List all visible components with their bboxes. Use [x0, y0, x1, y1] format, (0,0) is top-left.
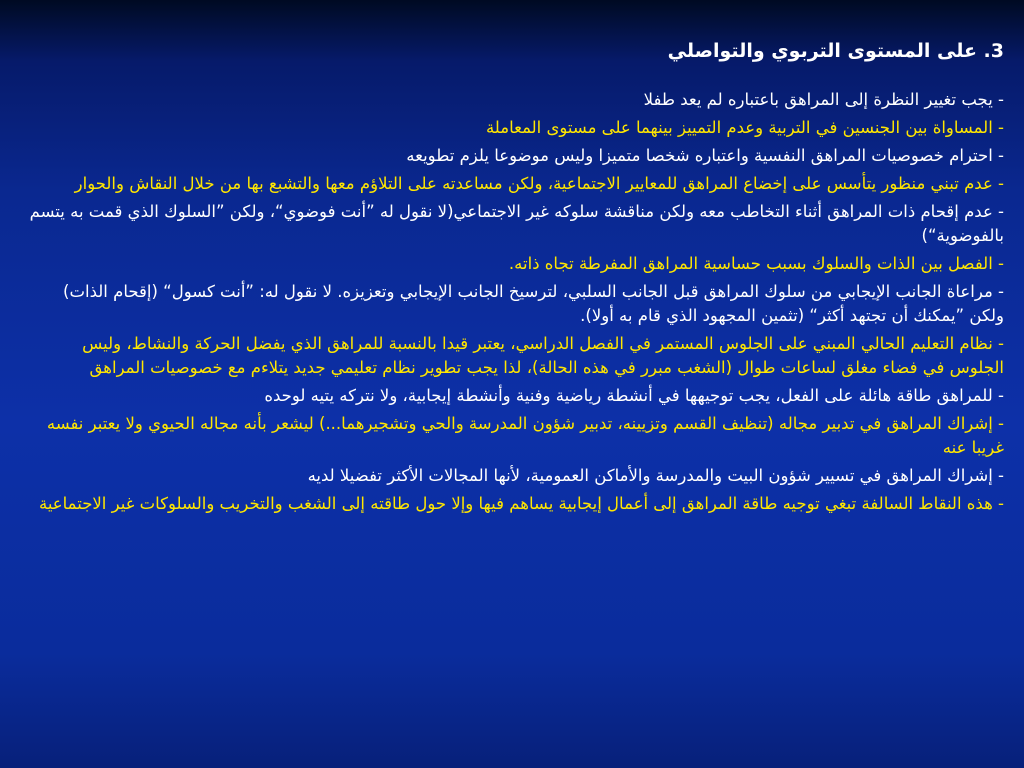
bullet-point: - هذه النقاط السالفة تبغي توجيه طاقة المراهق إلى أعمال إيجابية يساهم فيها وإلا حول طاقته إلى الشغب والتخريب والسلوكات غير الاجتماعية	[38, 494, 1004, 513]
bullet-point: - المساواة بين الجنسين في التربية وعدم التمييز بينهما على مستوى المعاملة	[485, 118, 1004, 137]
bullet-point: - للمراهق طاقة هائلة على الفعل، يجب توجيهها في أنشطة رياضية وفنية وأنشطة إيجابية، ولا نتركه يتيه لوحده	[264, 386, 1004, 405]
bullet-point: - يجب تغيير النظرة إلى المراهق باعتباره لم يعد طفلا	[643, 90, 1004, 109]
bullet-point: - عدم تبني منظور يتأسس على إخضاع المراهق للمعايير الاجتماعية، ولكن مساعدته على التلاؤم معها والتشبع بها من خلال النقاش والحوار	[74, 174, 1004, 193]
bullet-point: - احترام خصوصيات المراهق النفسية واعتباره شخصا متميزا وليس موضوعا يلزم تطويعه	[406, 146, 1004, 165]
slide-content	[28, 36, 1004, 520]
bullet-point: - إشراك المراهق في تسيير شؤون البيت والمدرسة والأماكن العمومية، لأنها المجالات الأكثر تفضيلا لديه	[307, 466, 1004, 485]
bullet-point: - مراعاة الجانب الإيجابي من سلوك المراهق قبل الجانب السلبي، لترسيخ الجانب الإيجابي وتعزيزه. لا نقول له: ”أنت كسول“ (إقحام الذات) ولكن ”يمكنك أن تجتهد أكثر“ (تثمين المجهود الذي قام به أولا).	[63, 282, 1004, 325]
bullet-point: - إشراك المراهق في تدبير مجاله (تنظيف القسم وتزيينه، تدبير شؤون المدرسة والحي وتشجيرهما...) ليشعر بأنه مجاله الحيوي ولا يعتبر نفسه غريبا عنه	[46, 414, 1004, 457]
bullet-point: - نظام التعليم الحالي المبني على الجلوس المستمر في الفصل الدراسي، يعتبر قيدا بالنسبة للمراهق الذي يفضل الحركة والنشاط، وليس الجلوس في فضاء مغلق لساعات طوال (الشغب مبرر في هذه الحالة)، لذا يجب تطوير نظام تعليمي جديد يتلاءم مع خصوصيات المراهق	[82, 334, 1004, 377]
bullet-point: - الفصل بين الذات والسلوك بسبب حساسية المراهق المفرطة تجاه ذاته.	[508, 254, 1004, 273]
slide-title: 3. على المستوى التربوي والتواصلي	[667, 40, 1004, 62]
bullet-point: - عدم إقحام ذات المراهق أثناء التخاطب معه ولكن مناقشة سلوكه غير الاجتماعي(لا نقول له ”أنت فوضوي“، ولكن ”السلوك الذي قمت به يتسم بالفوضوية“)	[29, 202, 1004, 245]
